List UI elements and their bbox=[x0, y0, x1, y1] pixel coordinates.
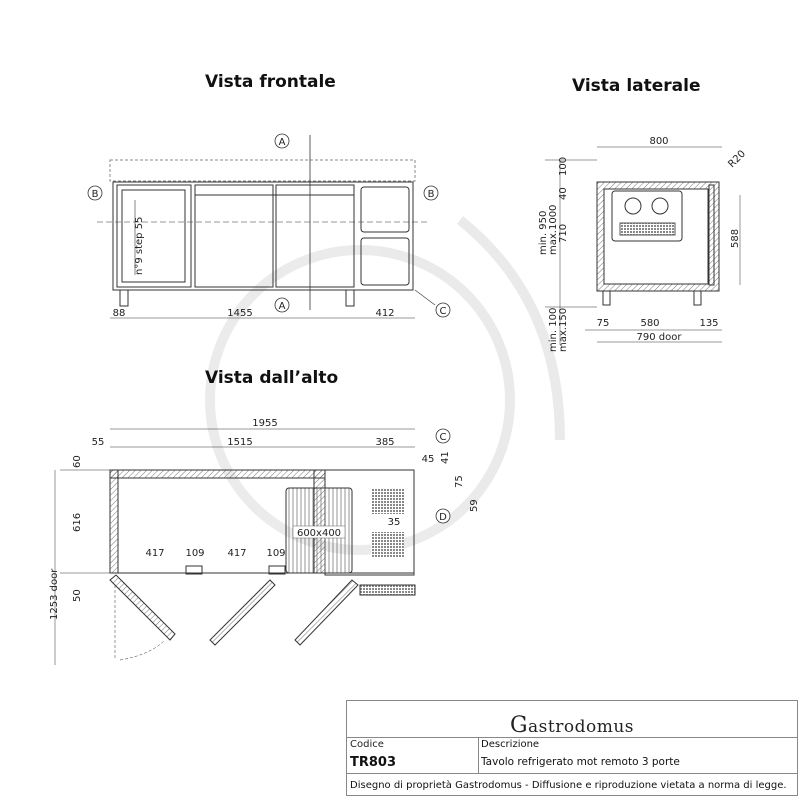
marker-b-right: B bbox=[427, 189, 435, 200]
top-view-markers bbox=[436, 429, 450, 523]
product-code: TR803 bbox=[350, 755, 397, 770]
dim-135: 135 bbox=[699, 318, 719, 329]
dim-616: 616 bbox=[72, 512, 83, 532]
side-view-drawing bbox=[545, 147, 740, 345]
dim-710: 710 bbox=[558, 223, 569, 243]
dim-800: 800 bbox=[649, 136, 669, 147]
product-description: Tavolo refrigerato mot remoto 3 porte bbox=[481, 756, 680, 768]
dim-75: 75 bbox=[596, 318, 610, 329]
dim-417-a: 417 bbox=[145, 548, 165, 559]
description-cell bbox=[481, 737, 797, 773]
dim-588: 588 bbox=[730, 228, 741, 248]
dim-109-a: 109 bbox=[185, 548, 205, 559]
dim-41: 41 bbox=[440, 451, 451, 464]
top-view-title: Vista dall’alto bbox=[205, 368, 339, 388]
dim-1515: 1515 bbox=[227, 437, 253, 448]
dim-60: 60 bbox=[72, 455, 83, 468]
dim-580: 580 bbox=[640, 318, 660, 329]
dim-109-b: 109 bbox=[266, 548, 286, 559]
dim-r20: R20 bbox=[726, 148, 749, 171]
front-view-title: Vista frontale bbox=[205, 72, 336, 92]
dim-55: 55 bbox=[91, 437, 105, 448]
title-block bbox=[346, 700, 798, 796]
dim-1253-door: 1253 door bbox=[49, 568, 60, 620]
dim-50: 50 bbox=[72, 589, 83, 602]
code-label: Codice bbox=[350, 739, 384, 750]
marker-b-left: B bbox=[91, 189, 99, 200]
dim-88: 88 bbox=[112, 308, 126, 319]
copyright-notice: Disegno di proprietà Gastrodomus - Diffusione e riproduzione vietata a norma di legge. bbox=[350, 780, 787, 791]
marker-a-top: A bbox=[278, 137, 286, 148]
dim-412: 412 bbox=[375, 308, 395, 319]
dim-35: 35 bbox=[387, 517, 401, 528]
dim-40: 40 bbox=[558, 187, 569, 200]
shelf-note: n°9 step 55 bbox=[134, 216, 145, 275]
dim-max-150: max.150 bbox=[558, 307, 569, 352]
dim-45: 45 bbox=[421, 454, 435, 465]
dim-417-b: 417 bbox=[227, 548, 247, 559]
dim-790-door: 790 door bbox=[636, 332, 682, 343]
dim-min-100: min. 100 bbox=[548, 307, 559, 352]
description-label: Descrizione bbox=[481, 739, 540, 750]
marker-c-top: C bbox=[439, 432, 447, 443]
dim-75: 75 bbox=[454, 475, 465, 488]
dim-max-1000: max.1000 bbox=[548, 204, 559, 255]
side-view-title: Vista laterale bbox=[572, 76, 701, 96]
brand-name: Gastrodomus bbox=[509, 713, 635, 738]
marker-d: D bbox=[439, 512, 447, 523]
brand-logo bbox=[347, 701, 797, 738]
dim-59: 59 bbox=[469, 499, 480, 512]
dim-1455: 1455 bbox=[227, 308, 253, 319]
dim-100: 100 bbox=[558, 156, 569, 176]
marker-a-bottom: A bbox=[278, 301, 286, 312]
dim-1955: 1955 bbox=[252, 418, 278, 429]
front-view-drawing bbox=[97, 135, 435, 318]
dim-385: 385 bbox=[375, 437, 395, 448]
code-cell bbox=[347, 737, 479, 773]
tray-label: 600x400 bbox=[296, 528, 342, 539]
marker-c: C bbox=[439, 306, 447, 317]
dim-min-950: min. 950 bbox=[538, 210, 549, 255]
